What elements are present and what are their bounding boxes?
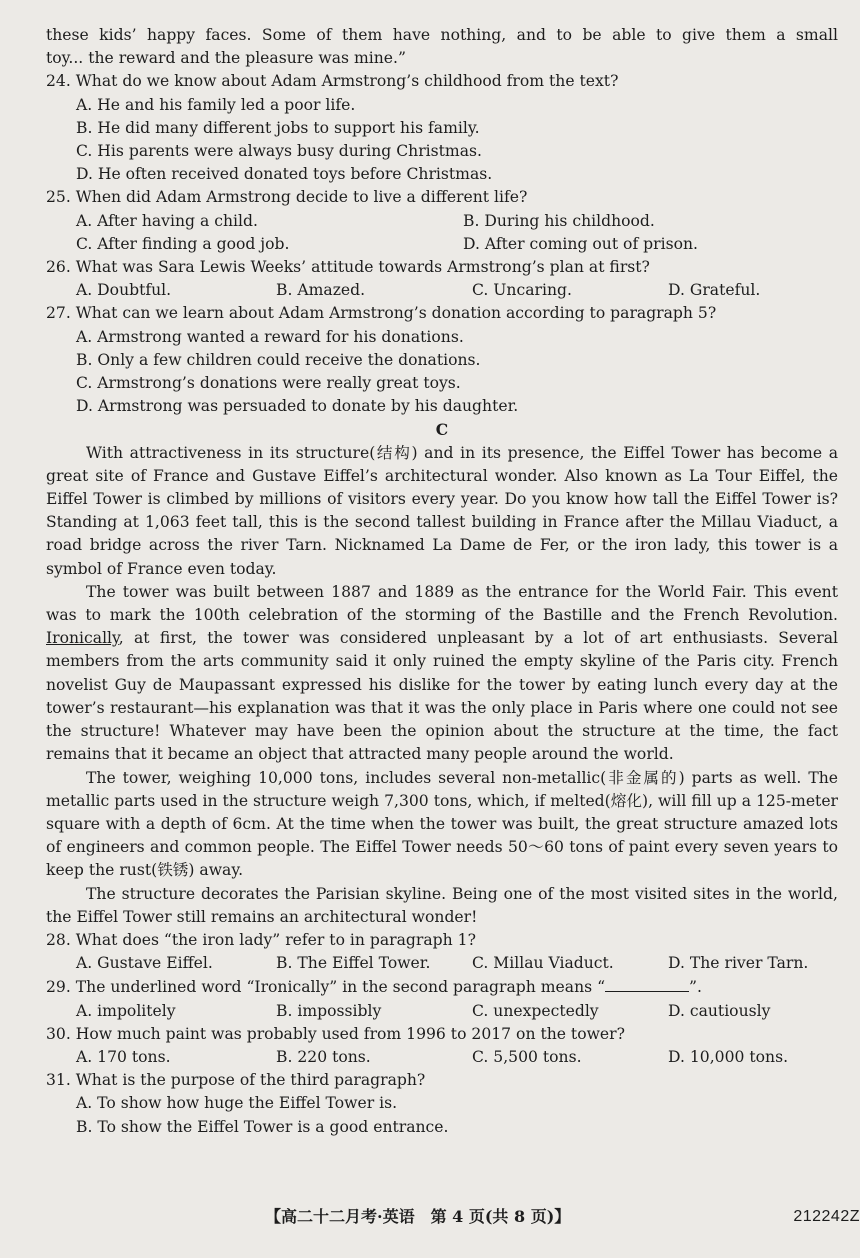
question-28-option-c: C. Millau Viaduct.: [472, 954, 614, 973]
question-31-option-b: B. To show the Eiffel Tower is a good entrance.: [76, 1117, 449, 1136]
passage-paragraph-4: The structure decorates the Parisian skyline. Being one of the most visited sites in the world, the Eiffel Tower still remains an architectural wonder!: [46, 884, 838, 926]
answer-blank: [605, 975, 689, 992]
passage-p2-rest: , at first, the tower was considered unpleasant by a lot of art enthusiasts. Several members from the arts community said it only ruined the empty skyline of the Paris city. French novelist Guy de Maupassant expressed his dislike for the tower by eating lunch every day at the tower’s restaurant—his explanation was that it was the only place in Paris where one could not see the structure! Whatever may have been the opinion about the structure at the time, the fact remains that it became an object that attracted many people around the world.: [46, 629, 838, 764]
footer-page-info: 【高二十二月考·英语 第 4 页(共 8 页)】: [265, 1207, 571, 1226]
question-26-option-c: C. Uncaring.: [472, 281, 572, 300]
question-29-option-c: C. unexpectedly: [472, 1001, 599, 1020]
question-26-option-d: D. Grateful.: [668, 281, 761, 300]
question-24-stem: 24. What do we know about Adam Armstrong’s childhood from the text?: [46, 72, 619, 91]
question-26-option-b: B. Amazed.: [276, 281, 366, 300]
question-26-stem: 26. What was Sara Lewis Weeks’ attitude towards Armstrong’s plan at first?: [46, 258, 650, 277]
question-25-option-b: B. During his childhood.: [463, 211, 655, 230]
question-30-option-a: A. 170 tons.: [76, 1047, 171, 1066]
question-29-option-b: B. impossibly: [276, 1001, 382, 1020]
question-30-option-d: D. 10,000 tons.: [668, 1047, 789, 1066]
question-24-option-a: A. He and his family led a poor life.: [76, 95, 356, 114]
question-30-option-c: C. 5,500 tons.: [472, 1047, 582, 1066]
passage-paragraph-2: [46, 581, 838, 767]
question-29-option-d: D. cautiously: [668, 1001, 771, 1020]
question-25-option-d: D. After coming out of prison.: [463, 234, 698, 253]
question-30-option-b: B. 220 tons.: [276, 1047, 371, 1066]
question-27-stem: 27. What can we learn about Adam Armstrong’s donation according to paragraph 5?: [46, 304, 717, 323]
question-25-option-a: A. After having a child.: [76, 211, 258, 230]
question-24-option-c: C. His parents were always busy during Christmas.: [76, 142, 482, 161]
question-29-stem-end: ”.: [689, 978, 702, 997]
intro-line-1: these kids’ happy faces. Some of them have nothing, and to be able to give them a small: [46, 26, 838, 44]
question-28-option-b: B. The Eiffel Tower.: [276, 954, 431, 973]
question-27-option-d: D. Armstrong was persuaded to donate by his daughter.: [76, 397, 519, 416]
passage-p2-start: The tower was built between 1887 and 1889 as the entrance for the World Fair. This event was to mark the 100th celebration of the storming of the Bastille and the French Revolution.: [46, 582, 838, 625]
question-29-stem-start: 29. The underlined word “Ironically” in the second paragraph means “: [46, 978, 606, 997]
section-c-heading: C: [435, 420, 449, 440]
question-25-stem: 25. When did Adam Armstrong decide to live a different life?: [46, 188, 528, 207]
question-27-option-b: B. Only a few children could receive the donations.: [76, 350, 481, 369]
question-24-option-d: D. He often received donated toys before Christmas.: [76, 165, 493, 184]
question-28-option-a: A. Gustave Eiffel.: [76, 954, 213, 973]
question-28-stem: 28. What does “the iron lady” refer to in paragraph 1?: [46, 930, 476, 949]
question-27-option-a: A. Armstrong wanted a reward for his donations.: [76, 327, 464, 346]
question-26-option-a: A. Doubtful.: [76, 281, 172, 300]
question-27-option-c: C. Armstrong’s donations were really great toys.: [76, 374, 461, 393]
question-28-option-d: D. The river Tarn.: [668, 954, 809, 973]
question-30-options: [76, 1046, 838, 1069]
passage-paragraph-3: The tower, weighing 10,000 tons, includes several non-metallic(非金属的) parts as well. The metallic parts used in the structure weigh 7,300 tons, which, if melted(熔化), will fill up a 125-meter square with a depth of 6cm. At the time when the tower was built, the great structure amazed lots of engineers and common people. The Eiffel Tower needs 50～60 tons of paint every seven years to keep the rust(铁锈) away.: [46, 768, 838, 880]
question-26-options: [76, 279, 838, 302]
question-25-option-c: C. After finding a good job.: [76, 234, 290, 253]
question-24-option-b: B. He did many different jobs to support his family.: [76, 118, 480, 137]
question-29-options: [76, 1000, 838, 1023]
question-25-options: [76, 210, 838, 256]
underlined-word-ironically: Ironically: [46, 629, 119, 648]
footer-exam-code: 212242Z: [793, 1208, 860, 1225]
question-29-stem: [46, 975, 838, 999]
question-28-options: [76, 952, 838, 975]
intro-line-2: toy... the reward and the pleasure was mine.”: [46, 49, 406, 68]
question-29-option-a: A. impolitely: [76, 1001, 176, 1020]
passage-paragraph-1: With attractiveness in its structure(结构) and in its presence, the Eiffel Tower has become a great site of France and Gustave Eiffel’s architectural wonder. Also known as La Tour Eiffel, the Eiffel Tower is climbed by millions of visitors every year. Do you know how tall the Eiffel Tower is? Standing at 1,063 feet tall, this is the second tallest building in France after the Millau Viaduct, a road bridge across the river Tarn. Nicknamed La Dame de Fer, or the iron lady, this tower is a symbol of France even today.: [46, 443, 838, 578]
question-31-option-a: A. To show how huge the Eiffel Tower is.: [76, 1094, 398, 1113]
question-31-stem: 31. What is the purpose of the third paragraph?: [46, 1071, 426, 1090]
question-30-stem: 30. How much paint was probably used from 1996 to 2017 on the tower?: [46, 1024, 625, 1043]
